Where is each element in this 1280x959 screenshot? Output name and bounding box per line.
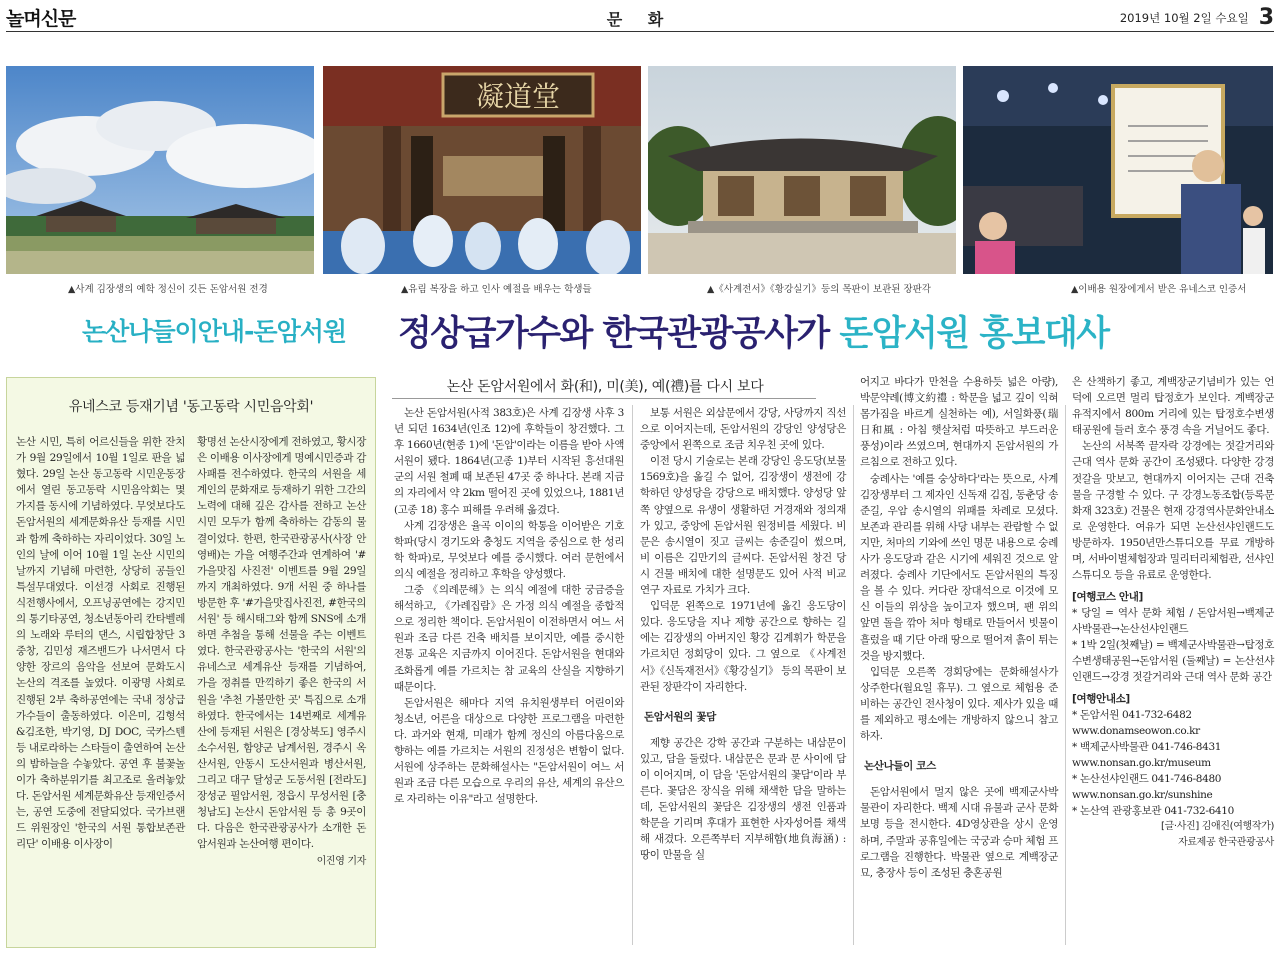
paragraph: 이전 당시 기술로는 본래 강당인 응도당(보물 1569호)을 옮길 수 없어, 김장생이 생전에 강학하던 양성당을 강당으로 배치했다. 양성당 앞쪽 양옆으로 유생이 생활하던 거경재와 정의재가 있고, 중앙에 돈암서원 원정비를 세웠다. 비문은 송시열이 짓고 글씨는 송준길이 썼으며, 비 이름은 김만기의 글씨다. 돈암서원 창건 당시 건물 배치에 대한 설명문도 있어 사적 비교 연구 자료로 가치가 크다.: [640, 455, 846, 597]
sidebar-byline: 이진영 기자: [316, 856, 366, 868]
photo-unesco-certificate: [963, 66, 1273, 274]
info-line: * 논산선샤인랜드 041-746-8480: [1072, 773, 1222, 786]
column-divider: [853, 405, 854, 945]
photo-seowon-panorama: [6, 66, 314, 274]
paragraph: 보통 서원은 외삼문에서 강당, 사당까지 직선으로 이어지는데, 돈암서원의 강당인 양성당은 중앙에서 왼쪽으로 조금 치우친 곳에 있다.: [640, 407, 846, 452]
paragraph: 돈암서원에서 멀지 않은 곳에 백제군사박물관이 자리한다. 백제 시대 유물과 군사 문화 보명 등을 전시한다. 4D영상관을 상시 운영하며, 주말과 공휴일에는 국궁과 승마 체험 프로그램을 진행한다. 박물관 옆으로 계백장군묘, 충장사 등이 조성된 충혼공원: [860, 786, 1058, 879]
info-url: www.donamseowon.co.kr: [1072, 725, 1200, 738]
paragraph: 논산 돈암서원(사적 383호)은 사계 김장생 사후 3년 되던 1634년(인조 12)에 후학들이 창건했다. 그 후 1660년(현종 1)에 '돈암'이라는 이름을 받아 사액서원이 됐다. 1864년(고종 1)부터 시작된 흥선대원군의 서원 철폐 때 보존된 47곳 중 하나다. 본래 지금의 자리에서 약 2km 떨어진 곳에 있었으나, 1881년(고종 18) 홍수 피해를 우려해 옮겼다.: [394, 407, 624, 516]
caption-4: ▲이배용 원장에게서 받은 유네스코 인증서: [1071, 284, 1247, 295]
info-url: www.nonsan.go.kr/museum: [1072, 757, 1211, 770]
column-divider: [632, 405, 633, 945]
column-divider: [1065, 405, 1066, 945]
caption-1: ▲사계 김장생의 예학 정신이 깃든 돈암서원 전경: [68, 284, 268, 295]
article-column-3: [860, 374, 1058, 881]
info-center-heading: [여행안내소]: [1072, 693, 1130, 706]
article-column-1: [394, 405, 624, 807]
main-headline: [398, 306, 1109, 356]
page-header: [6, 4, 1274, 32]
sidebar-column-2-text: 황명선 논산시장에게 전하였고, 황시장은 이배용 이사장에게 명예시민증과 감사패를 전수하였다. 한국의 서원을 세계인의 문화재로 등재하기 위한 그간의 노력에 대해 깊은 감사를 전하고 논산 시민 모두가 함께 축하하는 감동의 물결이었다. 한편, 한국관광공사(사장 안영배)는 가을 여행주간과 연계하여 '#가을맛집 사진전' 이벤트를 9월 29일까지 개최하였다. 9개 서원 중 하나를 방문한 후 '#가을맛집사진전, #한국의서원' 등 해시태그와 함께 SNS에 소개하면 추첨을 통해 선물을 주는 이벤트였다. 한국관광공사는 '한국의 서원'의 유네스코 세계유산 등재를 기념하여, 가을 정취를 만끽하기 좋은 한국의 서원을 '추천 가볼만한 곳' 특집으로 소개하였다. 한국에서는 14번째로 세계유산에 등재된 서원은 [경상북도] 영주시 소수서원, 함양군 남계서원, 경주시 옥산서원, 안동시 도산서원과 병산서원, 그리고 대구 달성군 도동서원 [전라도] 장성군 필암서원, 정읍시 무성서원 [충청남도] 논산시 돈암서원 등 총 9곳이다. 다음은 한국관광공사가 소개한 돈암서원과 논산여행 편이다.: [197, 436, 366, 851]
sidebar-concert-box: [6, 377, 376, 948]
photo-students-etiquette: [323, 66, 641, 274]
photo-jangpangak: [648, 66, 956, 274]
section-heading-kkotdam: 돈암서원의 꽃담: [644, 710, 716, 723]
sidebar-column-1: 논산 시민, 특히 어르신들을 위한 잔치가 9월 29일에서 10월 1일로 판을 넓혔다. 29일 논산 동고동락 시민운동장에서 열린 동고동락 시민음악회는 몇 가지를 동시에 기념하였다. 무엇보다도 돈암서원의 세계문화유산 등재를 시민과 함께 축하하는 자리이었다. 30일 노인의 날에 이어 10월 1일 논산 시민의 날까지 기념해 마련한, 상당히 공들인 특설무대였다. 이선경 사회로 진행된 식전행사에서, 오프닝공연에는 강지민의 통기타공연, 청소년동아리 칸타벨레의 노래와 루터의 댄스, 시립합창단 3중창, 김민성 재즈밴드가 나서면서 다양한 장르의 음악을 선보여 문화도시 논산의 격조를 높였다. 이광명 사회로 진행된 2부 축하공연에는 국내 정상급 가수들이 출동하였다. 이은미, 김형석&김조한, 박기영, DJ DOC, 국카스텐 등 내로라하는 스타들이 출연하여 논산의 밤하늘을 수놓았다. 공연 후 불꽃놀이가 축하분위기를 최고조로 올려놓았다. 돈암서원 세계문화유산 등재인증서는, 공연 도중에 전달되었다. 국가브랜드 위원장인 '한국의 서원 통합보존관리단' 이배용 이사장이: [16, 436, 185, 851]
paragraph: 입덕문 오른쪽 경회당에는 문화해설사가 상주한다(월요일 휴무). 그 옆으로 체험용 준비하는 공간인 전사청이 있다. 제사가 있을 때를 제외하고 평소에는 개방하지 않으니 참고하자.: [860, 665, 1058, 743]
article-subheadline: 논산 돈암서원에서 화(和), 미(美), 예(禮)를 다시 보다: [446, 379, 764, 395]
paragraph: 그중 《의례문해》는 의식 예절에 대한 궁금증을 해석하고, 《가례집람》은 가정 의식 예절을 종합적으로 정리한 책이다. 돈암서원이 이전하면서 여느 서원과 조금 다른 건축 배치를 보이지만, 예를 중시한 전통 교육은 지금까지 이어진다. 돈암서원을 현대와 조화롭게 예를 가르치는 참 교육의 산실을 지향하기 때문이다.: [394, 584, 624, 693]
section-name: 문 화: [606, 10, 674, 29]
caption-3: ▲《사계전서》《황강실기》등의 목판이 보관된 장판각: [707, 284, 931, 295]
sidebar-column-2: [197, 434, 366, 871]
paragraph: 돈암서원은 해마다 지역 유치원생부터 어린이와 청소년, 어른을 대상으로 다양한 프로그램을 마련한다. 과거와 현재, 미래가 함께 정신의 아름다움으로 향하는 예를 가르치는 서원의 진정성은 변함이 없다. 서원에 상주하는 문화해설사는 "돈암서원이 여느 서원과 조금 다른 모습으로 우리의 유산, 세계의 유산으로 자리하는 이유"라고 설명한다.: [394, 696, 624, 806]
caption-2: ▲유림 복장을 하고 인사 예절을 배우는 학생들: [401, 284, 592, 295]
svg-text:凝道堂: 凝道堂: [475, 80, 561, 113]
newspaper-logo: 놀며신문: [6, 8, 76, 30]
paragraph: 숭례사는 '예를 숭상하다'라는 뜻으로, 사계 김장생부터 그 제자인 신독재 김집, 동춘당 송준길, 우암 송시열의 위패를 차례로 모셨다. 보존과 관리를 위해 사당 내부는 관람할 수 없지만, 처마의 기와에 쓰인 명문 내용으로 숭례사가 응도당과 같은 시기에 세워진 것으로 알려졌다. 숭례사 기단에서도 돈암서원의 특징을 볼 수 있다. 커다란 장대석으로 이것에 모신 이들의 위상을 높이고자 했으며, 팬 위의 앞면 돌을 깎아 처마 형태로 만들어서 빗물이 흘렀을 때 기단 아래 땅으로 떨어져 흙이 튀는 것을 방지했다.: [860, 472, 1058, 662]
paragraph: 은 산책하기 좋고, 계백장군기념비가 있는 언덕에 오르면 멀리 탑정호가 보인다. 계백장군유적지에서 800m 거리에 있는 탑정호수변생태공원에 들러 호수 풍경 속을 거닐어도 좋다.: [1072, 376, 1274, 437]
info-url: www.nonsan.go.kr/sunshine: [1072, 789, 1213, 802]
paragraph: 어지고 바다가 만천을 수용하듯 넓은 아량), 박문약례(博文約禮 : 학문을 넓고 깊이 익혀 몸가짐을 바르게 실천하는 예), 서일화풍(瑞日和風 : 아침 햇살처럼 따뜻하고 부드러운 풍성)이라 쓰였으며, 현대까지 돈암서원의 가르침으로 전하고 있다.: [860, 376, 1058, 469]
paragraph: 제향 공간은 강학 공간과 구분하는 내삼문이 있고, 담을 둘렀다. 내삼문은 문과 문 사이에 담이 이어지며, 이 담을 '돈암서원의 꽃담'이라 부른다. 꽃담은 장식을 위해 채색한 담을 말하는데, 돈암서원의 꽃담은 김장생의 생전 인품과 학문을 기리며 후대가 표현한 사자성어를 채색해 새겼다. 오른쪽부터 지부해함(地負海涵) : 땅이 만물을 실: [640, 736, 846, 862]
headline-part1: 정상급가수와 한국관광공사가: [398, 314, 840, 354]
info-line: * 백제군사박물관 041-746-8431: [1072, 741, 1222, 754]
subheadline-rule: [392, 398, 816, 399]
travel-course-heading: [여행코스 안내]: [1072, 591, 1143, 604]
sidebar-title: 유네스코 등재기념 '동고동락 시민음악회': [68, 399, 314, 415]
paragraph: 사계 김장생은 율곡 이이의 학통을 이어받은 기호학파(당시 경기도와 충청도 지역을 중심으로 한 성리학 학파)로, 무엇보다 예를 중시했다. 여러 문헌에서 의식 예절을 정리하고 후학을 양성했다.: [394, 519, 624, 580]
series-title: 논산나들이안내-돈암서원: [82, 317, 347, 346]
headline-part2: 돈암서원 홍보대사: [839, 314, 1109, 354]
travel-course-line: * 당일 = 역사 문화 체험 / 돈암서원→백제군사박물관→논산선샤인랜드: [1072, 607, 1274, 636]
info-line: * 논산역 관광홍보관 041-732-6410: [1072, 805, 1234, 818]
article-column-4: [1072, 374, 1274, 851]
page-number: 3: [1258, 5, 1274, 30]
article-credit-author: [글·사진] 김애진(여행작가): [1161, 821, 1274, 833]
paragraph: 논산의 서북쪽 끝자락 강경에는 젓갈거리와 근대 역사 문화 공간이 조성됐다. 다양한 강경 젓갈을 맛보고, 현대까지 이어지는 근대 건축물을 구경할 수 있다. 구 강경노동조합(등록문화재 323호) 건물은 현재 강경역사문화안내소로 운영한다. 여유가 되면 논산선샤인랜드도 방문하자. 1950년만스튜디오를 무료 개방하며, 서바이벌체험장과 밀리터리체험관, 선샤인스튜디오 등을 유료로 운영한다.: [1072, 440, 1274, 582]
section-heading-course: 논산나들이 코스: [864, 760, 936, 773]
issue-date: 2019년 10월 2일 수요일: [1119, 10, 1249, 25]
header-right: [1120, 5, 1274, 30]
paragraph: 입덕문 왼쪽으로 1971년에 옮긴 응도당이 있다. 응도당을 지나 제향 공간으로 향하는 길에는 김장생의 아버지인 황강 김계휘가 학문을 가르치던 정회당이 있다. 그 옆으로 《사계전서》《신독재전서》《황강실기》 등의 목판이 보관된 장판각이 자리한다.: [640, 600, 846, 693]
info-line: * 돈암서원 041-732-6482: [1072, 709, 1192, 722]
article-column-2: [640, 405, 846, 864]
article-credit-source: 자료제공 한국관광공사: [1178, 837, 1274, 849]
travel-course-line: * 1박 2일(첫째날) = 백제군사박물관→탑정호수변생태공원→돈암서원 (둘째날) = 논산선샤인랜드→강경 젓갈거리와 근대 역사 문화 공간: [1072, 639, 1274, 684]
